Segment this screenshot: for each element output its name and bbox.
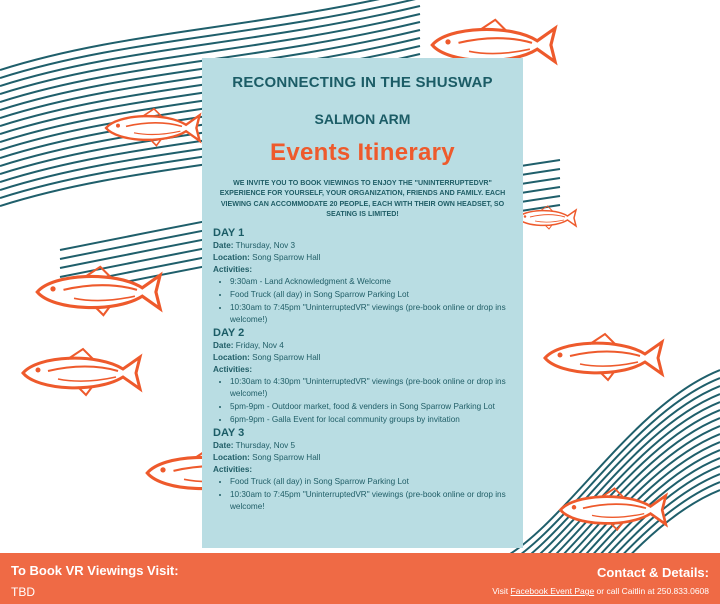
location-label: Location: (213, 253, 250, 263)
day-section (213, 227, 512, 326)
date-label: Date: (213, 241, 234, 251)
day-title: DAY 2 (213, 327, 245, 340)
salmon-illustration (23, 349, 140, 395)
date-label: Date: (213, 441, 234, 451)
date-value: Thursday, Nov 3 (235, 241, 296, 251)
location-label: Location: (213, 453, 250, 463)
activity-item: • 9:30am - Land Acknowledgment & Welcome (230, 276, 512, 288)
activity-item: • 5pm-9pm - Outdoor market, food & venders in Song Sparrow Parking Lot (230, 401, 512, 413)
contact-details (492, 586, 709, 596)
day-section (213, 327, 512, 426)
activities-label: Activities: (213, 265, 253, 275)
itinerary-heading: Events Itinerary (270, 139, 455, 166)
day-title: DAY 1 (213, 227, 245, 240)
day-date (213, 240, 512, 252)
location-label: Location: (213, 353, 250, 363)
day-title: DAY 3 (213, 427, 245, 440)
itinerary-card (202, 58, 523, 548)
contact-prefix: Visit (492, 586, 511, 596)
date-label: Date: (213, 341, 234, 351)
contact-title: Contact & Details: (597, 565, 709, 580)
activities-label: Activities: (213, 465, 253, 475)
day-location (213, 452, 512, 464)
activity-item: • Food Truck (all day) in Song Sparrow Parking Lot (230, 476, 512, 488)
salmon-illustration (37, 267, 160, 315)
activity-item: • Food Truck (all day) in Song Sparrow Parking Lot (230, 289, 512, 301)
booking-title: To Book VR Viewings Visit: (11, 563, 179, 578)
activity-item: • 6pm-9pm - Galla Event for local community groups by invitation (230, 414, 512, 426)
intro-text: WE INVITE YOU TO BOOK VIEWINGS TO ENJOY THE "UNINTERRUPTEDVR" EXPERIENCE FOR YOURSELF, YOUR ORGANIZATION, FRIENDS AND FAMILY. EACH VIEWING CAN ACCOMMODATE 20 PEOPLE, EACH WITH THEIR OWN HEADSET, SO SEATING IS LIMITED! (219, 179, 506, 218)
activity-item: • 10:30am to 4:30pm "UninterruptedVR" viewings (pre-book online or drop ins welcome!) (230, 376, 512, 400)
day-date (213, 440, 512, 452)
activity-item: • 10:30am to 7:45pm "UninterruptedVR" viewings (pre-book online or drop ins welcome! (230, 489, 512, 513)
activity-item: • 10:30am to 7:45pm "UninterruptedVR" viewings (pre-book online or drop ins welcome!) (230, 302, 512, 326)
booking-value: TBD (11, 585, 35, 599)
location-value: Song Sparrow Hall (252, 353, 321, 363)
event-title: RECONNECTING IN THE SHUSWAP (232, 74, 493, 91)
location-value: Song Sparrow Hall (252, 453, 321, 463)
facebook-event-link[interactable]: Facebook Event Page (510, 586, 595, 596)
activities-label: Activities: (213, 365, 253, 375)
days-list (213, 227, 512, 513)
activities-list (213, 276, 512, 326)
day-location (213, 352, 512, 364)
day-location (213, 252, 512, 264)
footer-bar (0, 553, 720, 604)
event-location-title: SALMON ARM (314, 111, 411, 127)
activities-list (213, 376, 512, 426)
activities-list (213, 476, 512, 513)
contact-suffix: or call Caitlin at 250.833.0608 (594, 586, 709, 596)
day-section (213, 427, 512, 513)
location-value: Song Sparrow Hall (252, 253, 321, 263)
day-date (213, 340, 512, 352)
salmon-illustration (545, 334, 662, 380)
date-value: Thursday, Nov 5 (235, 441, 296, 451)
date-value: Friday, Nov 4 (235, 341, 284, 351)
